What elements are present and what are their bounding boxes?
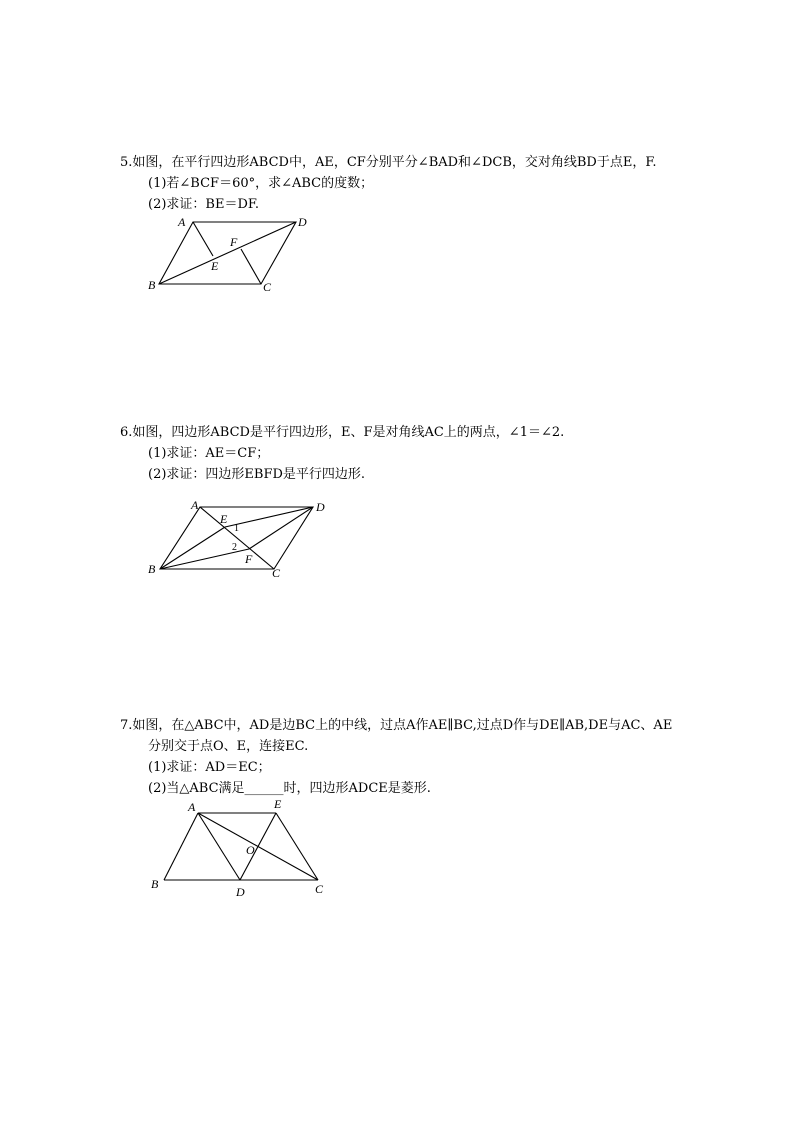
label-b: B xyxy=(148,278,156,292)
segment-ad xyxy=(198,813,240,880)
problem-7-title: 7.如图，在△ABC中，AD是边BC上的中线，过点A作AE∥BC,过点D作与DE∥AB,DE与AC、AE xyxy=(120,718,673,733)
problem-7-title-cont: 分别交于点O、E，连接EC. xyxy=(148,739,309,754)
label-a: A xyxy=(188,800,196,814)
label-o: O xyxy=(246,843,255,857)
label-a: A xyxy=(178,215,186,229)
label-f: F xyxy=(230,235,238,249)
label-d: D xyxy=(316,500,325,514)
label-b: B xyxy=(151,877,159,891)
label-f: F xyxy=(245,552,253,566)
label-c: C xyxy=(272,566,281,580)
label-e: E xyxy=(274,797,282,811)
label-d: D xyxy=(298,215,307,229)
angle-1-label: 1 xyxy=(234,523,239,534)
label-e: E xyxy=(220,512,228,526)
label-c: C xyxy=(315,882,324,896)
problem-6-part-2: (2)求证：四边形EBFD是平行四边形. xyxy=(148,467,366,482)
label-c: C xyxy=(263,280,272,294)
label-a: A xyxy=(191,498,199,512)
problem-6-title: 6.如图，四边形ABCD是平行四边形，E、F是对角线AC上的两点，∠1＝∠2. xyxy=(120,425,565,440)
label-e: E xyxy=(211,259,219,273)
label-b: B xyxy=(148,562,156,576)
segment-ab xyxy=(164,813,198,880)
problem-7-part-2: (2)当△ABC满足______时，四边形ADCE是菱形. xyxy=(148,781,431,796)
problem-6-part-1: (1)求证：AE＝CF； xyxy=(148,446,270,461)
problem-5-part-2: (2)求证：BE＝DF. xyxy=(148,197,260,212)
problem-5-part-1: (1)若∠BCF＝60°，求∠ABC的度数； xyxy=(148,176,374,191)
segment-ec xyxy=(276,813,318,880)
problem-7-part-1: (1)求证：AD＝EC； xyxy=(148,760,271,775)
label-d: D xyxy=(236,885,245,899)
angle-2-label: 2 xyxy=(232,542,237,553)
problem-5-title: 5.如图，在平行四边形ABCD中，AE，CF分别平分∠BAD和∠DCB，交对角线BD于点E，F. xyxy=(120,155,657,170)
